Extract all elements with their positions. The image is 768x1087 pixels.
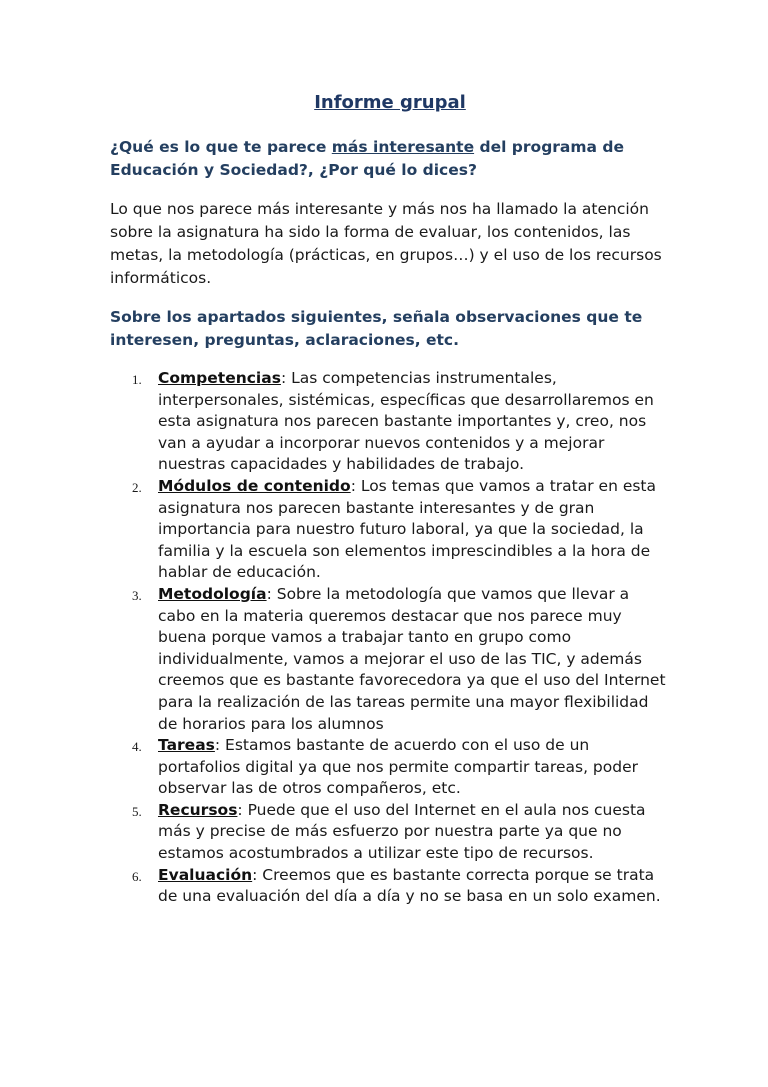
list-item-number: 3. [132,587,142,603]
list-item-term: Metodología [158,584,267,603]
list-item-number: 4. [132,739,142,755]
list-item-term: Módulos de contenido [158,476,351,495]
question-1-after: del programa de Educación y Sociedad?, ¿Por qué lo dices? [110,138,625,179]
question-1-before: ¿Qué es lo que te parece [110,138,332,156]
question-1 [110,136,670,182]
list-item-number: 1. [132,372,142,387]
section-list [110,368,670,908]
list-item [110,865,670,908]
list-item-text: : Creemos que es bastante correcta porque se trata de una evaluación del día a día y no se basa en un solo examen. [158,865,661,906]
list-item [110,584,670,735]
list-item-text: : Estamos bastante de acuerdo con el uso de un portafolios digital ya que nos permite compartir tareas, poder observar las de otros compañeros, etc. [158,736,639,798]
list-item-term: Competencias [158,369,281,387]
question-2: Sobre los apartados siguientes, señala observaciones que te interesen, preguntas, aclaraciones, etc. [110,308,643,349]
answer-1: Lo que nos parece más interesante y más nos ha llamado la atención sobre la asignatura ha sido la forma de evaluar, los contenidos, las metas, la metodología (prácticas, en grupos…) y el uso de los recursos informáticos. [110,200,662,287]
question-1-highlight: más interesante [331,138,475,156]
list-item [110,735,670,800]
list-item-text: : Las competencias instrumentales, interpersonales, sistémicas, específicas que desarrollaremos en esta asignatura nos parecen bastante importantes y, creo, nos van a ayudar a incorporar nuevos contenidos y a mejorar nuestras capacidades y habilidades de trabajo. [158,369,654,474]
list-item-term: Recursos [158,800,238,819]
list-item [110,368,670,476]
document-title: Informe grupal [314,92,466,113]
list-item-term: Evaluación [158,865,253,884]
document-body [110,90,670,908]
list-item [110,800,670,865]
list-item [110,476,670,584]
list-item-number: 5. [132,803,142,819]
list-item-text: : Los temas que vamos a tratar en esta asignatura nos parecen bastante interesantes y de gran importancia para nuestro futuro laboral, ya que la sociedad, la familia y la escuela son elementos imprescindibles a la hora de hablar de educación. [158,476,657,582]
list-item-number: 2. [132,479,142,495]
list-item-term: Tareas [158,736,215,755]
list-item-text: : Puede que el uso del Internet en el aula nos cuesta más y precise de más esfuerzo por nuestra parte ya que no estamos acostumbrados a utilizar este tipo de recursos. [158,800,646,863]
list-item-number: 6. [132,868,142,884]
list-item-text: : Sobre la metodología que vamos que llevar a cabo en la materia queremos destacar que nos parece muy buena porque vamos a trabajar tanto en grupo como individualmente, vamos a mejorar el uso de las TIC, y además creemos que es bastante favorecedora ya que el uso del Internet para la realización de las tareas permite una mayor flexibilidad de horarios para los alumnos [158,584,666,733]
